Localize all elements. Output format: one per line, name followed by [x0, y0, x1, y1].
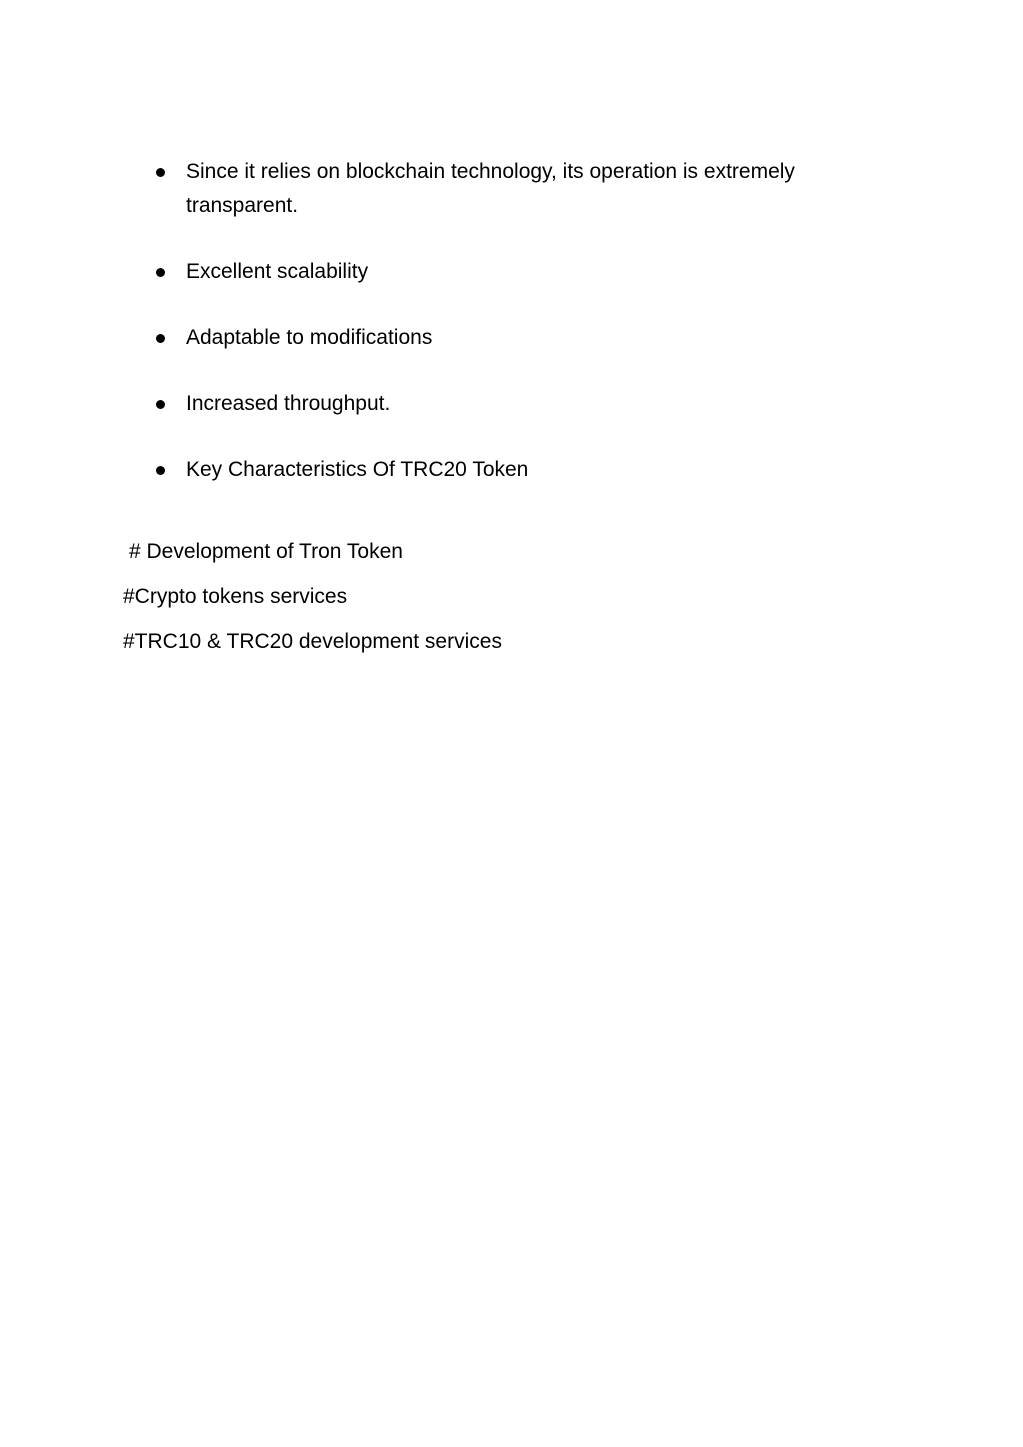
hashtag-block: [123, 535, 823, 670]
list-item: [152, 155, 872, 223]
hashtag-line: # Development of Tron Token: [129, 540, 403, 563]
list-item-text: Excellent scalability: [186, 260, 369, 283]
list-item-text: Key Characteristics Of TRC20 Token: [186, 458, 529, 481]
bullet-icon: [156, 400, 165, 409]
bullet-icon: [156, 168, 165, 177]
hashtag-line: #TRC10 & TRC20 development services: [123, 630, 502, 653]
bullet-list: [152, 155, 872, 519]
list-item-text: Adaptable to modifications: [186, 326, 433, 349]
list-item-text: Since it relies on blockchain technology, its operation is extremely transparent.: [186, 160, 795, 217]
bullet-icon: [156, 466, 165, 475]
list-item: [152, 321, 872, 355]
list-item: [152, 255, 872, 289]
hashtag-line: #Crypto tokens services: [123, 585, 348, 608]
list-item: [152, 453, 872, 487]
bullet-icon: [156, 334, 165, 343]
bullet-icon: [156, 268, 165, 277]
list-item-text: Increased throughput.: [186, 392, 391, 415]
list-item: [152, 387, 872, 421]
